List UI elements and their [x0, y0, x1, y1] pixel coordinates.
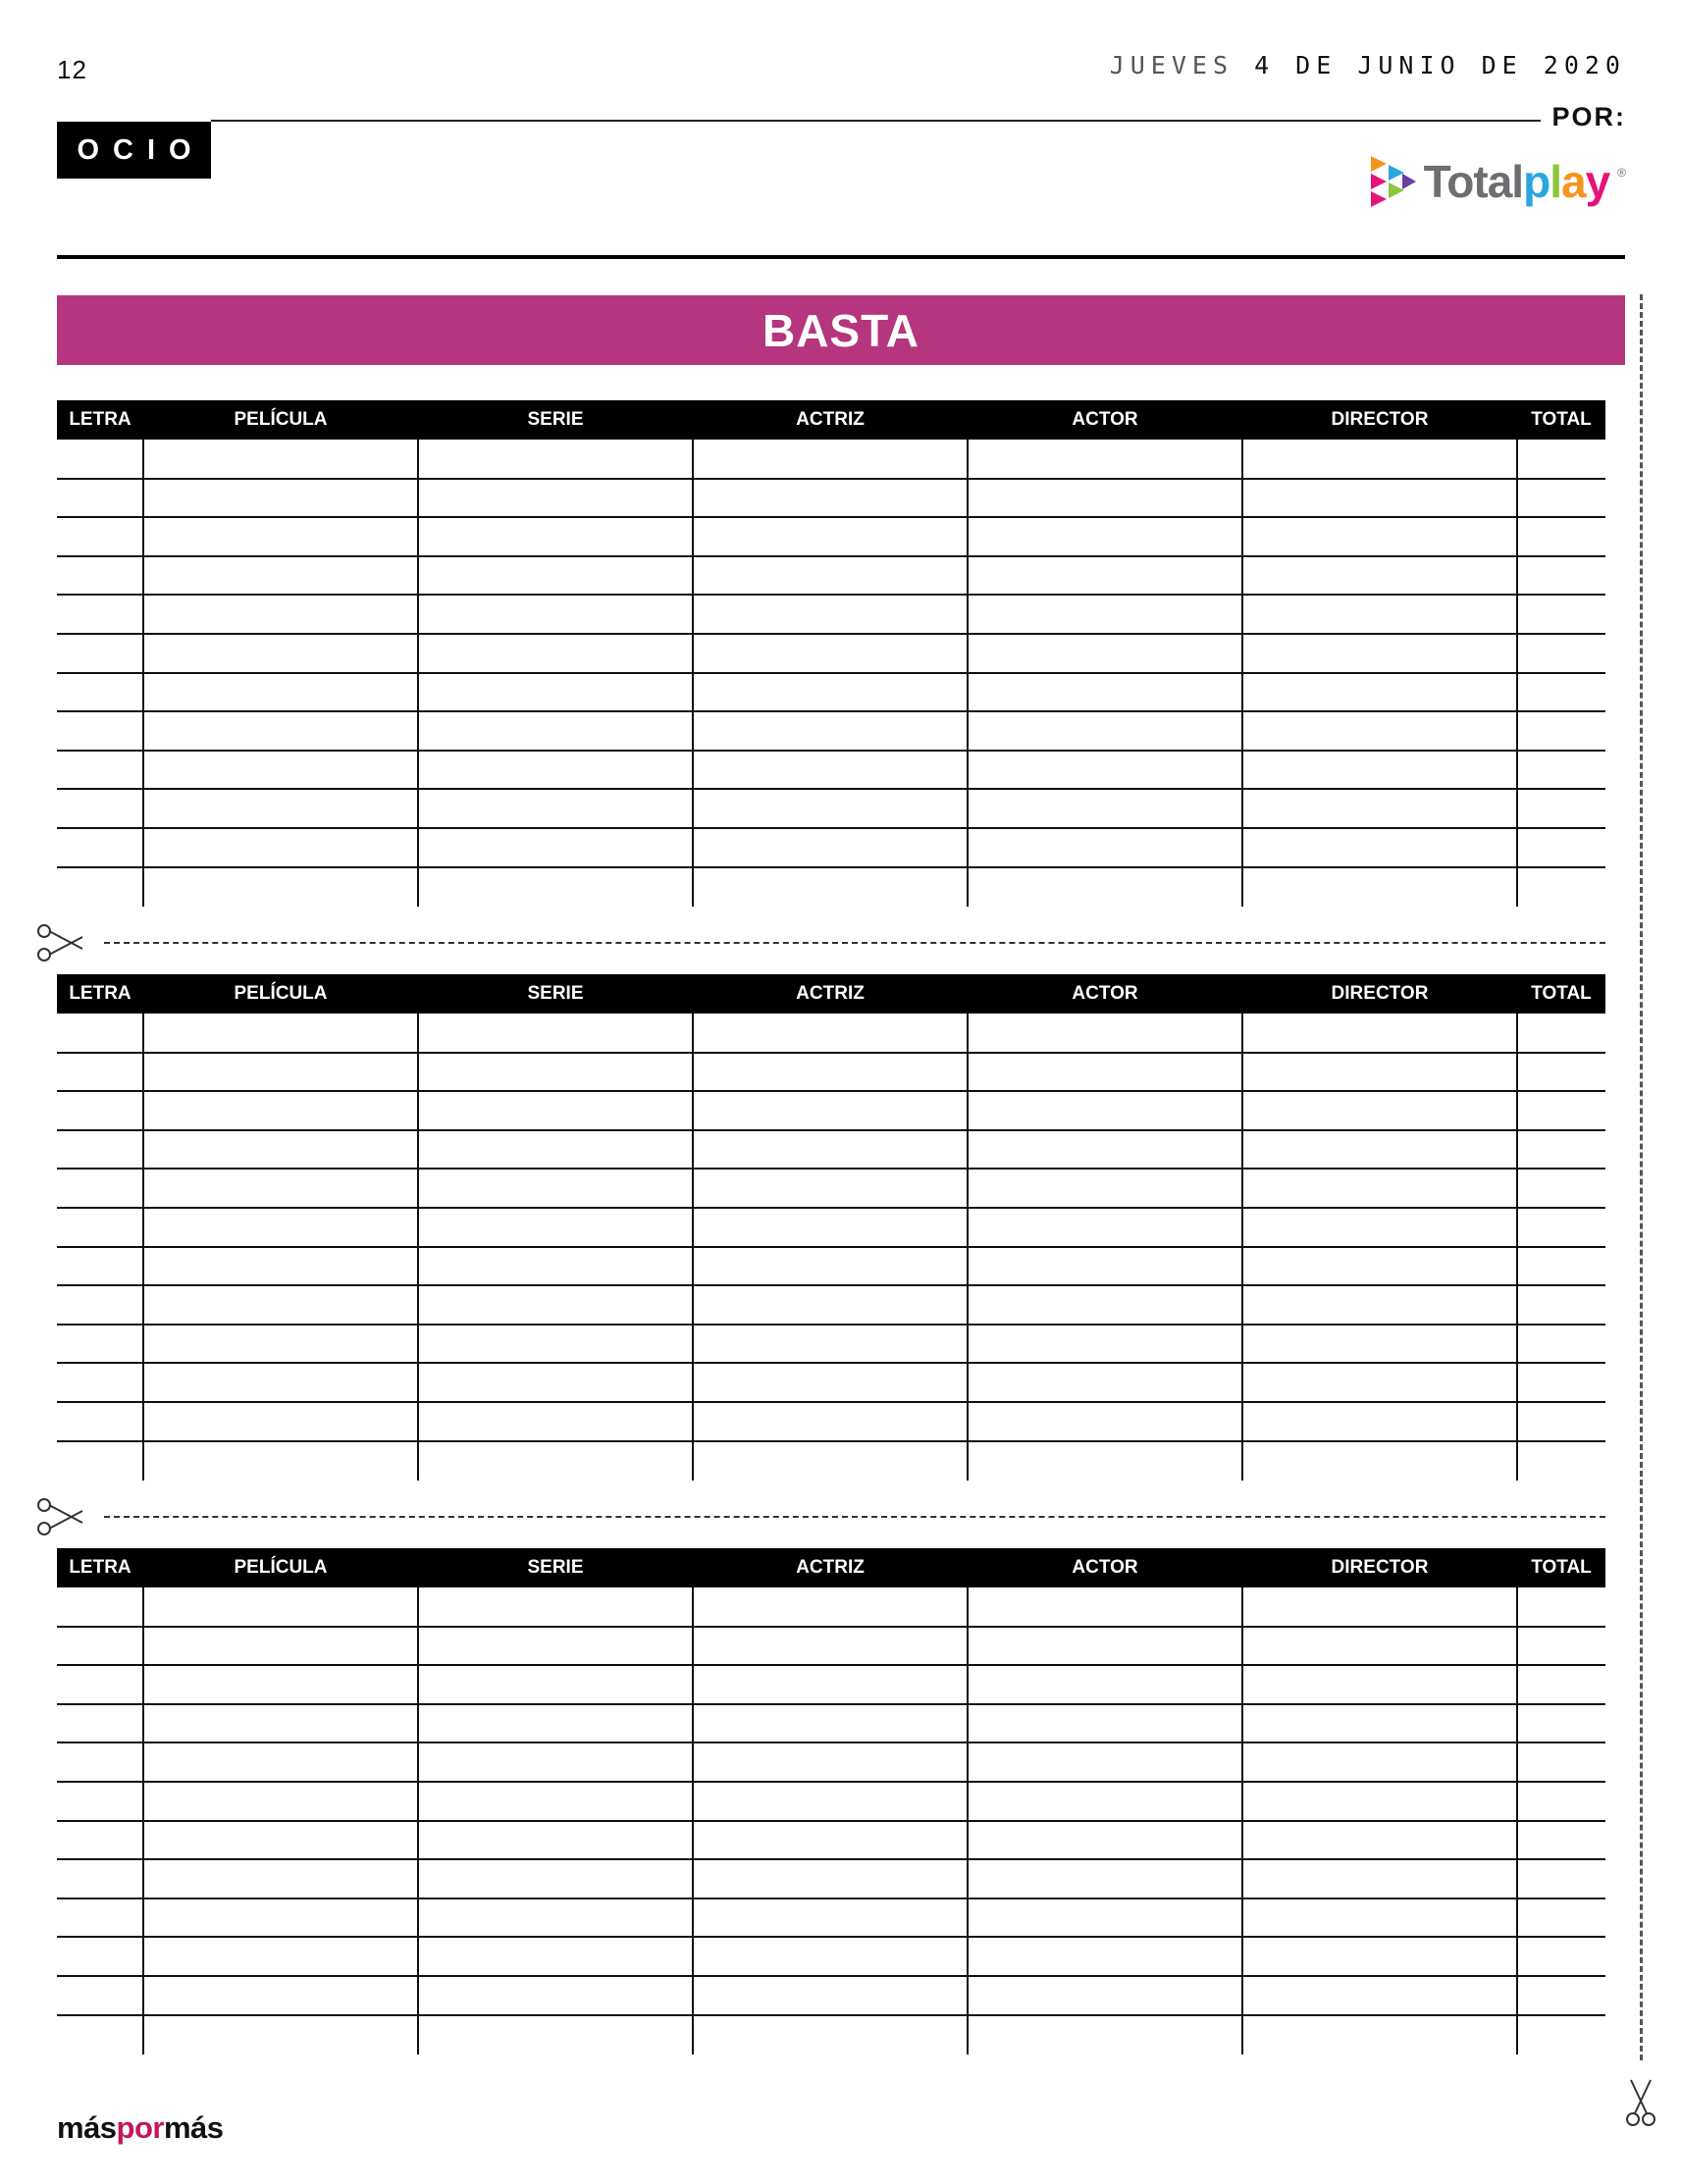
row-divider [57, 1168, 1605, 1170]
row-divider [57, 710, 1605, 712]
column-header: ACTOR [1072, 1557, 1138, 1578]
wordmark-total: Total [1423, 156, 1524, 207]
totalplay-triangle-logo-icon [1367, 154, 1416, 209]
basta-table-2 [57, 974, 1605, 1482]
row-divider [57, 1742, 1605, 1743]
column-divider [1516, 1014, 1518, 1481]
row-divider [57, 594, 1605, 596]
totalplay-logo [1367, 152, 1626, 211]
row-divider [57, 2014, 1605, 2016]
column-header: TOTAL [1531, 1557, 1592, 1578]
column-divider [417, 1014, 419, 1481]
row-divider [57, 1858, 1605, 1860]
sponsor-label: POR: [1551, 102, 1626, 131]
scissors-icon [35, 1497, 84, 1536]
column-header: TOTAL [1531, 983, 1592, 1004]
row-divider [57, 1898, 1605, 1899]
column-divider [142, 1014, 144, 1481]
column-divider [1516, 1587, 1518, 2054]
column-header: DIRECTOR [1331, 409, 1429, 430]
column-divider [417, 440, 419, 907]
row-divider [57, 633, 1605, 635]
row-divider [57, 1936, 1605, 1938]
row-divider [57, 866, 1605, 868]
header-divider [57, 255, 1625, 259]
basta-table-1 [57, 400, 1605, 909]
date-text: 4 DE JUNIO DE 2020 [1254, 51, 1626, 79]
cut-dash-line [104, 942, 1605, 944]
cut-line-2 [35, 1497, 1605, 1536]
column-header: SERIE [527, 1557, 584, 1578]
brand-part-3: más [163, 2110, 224, 2145]
row-divider [57, 1440, 1605, 1442]
page-title: BASTA [762, 304, 920, 356]
section-badge: OCIO [57, 122, 211, 179]
row-divider [57, 1362, 1605, 1364]
row-divider [57, 478, 1605, 480]
column-header: ACTOR [1072, 983, 1138, 1004]
table-header [57, 1548, 1605, 1587]
header-rule [211, 120, 1541, 122]
basta-table-3 [57, 1548, 1605, 2056]
column-header: ACTRIZ [796, 1557, 865, 1578]
scissors-icon [35, 923, 84, 962]
row-divider [57, 1626, 1605, 1628]
row-divider [57, 1284, 1605, 1286]
wordmark-p: p [1523, 156, 1550, 207]
row-divider [57, 1401, 1605, 1403]
row-divider [57, 1090, 1605, 1092]
column-divider [967, 1587, 969, 2054]
column-header: SERIE [527, 409, 584, 430]
column-header: ACTRIZ [796, 983, 865, 1004]
row-divider [57, 1246, 1605, 1248]
column-divider [967, 1014, 969, 1481]
row-divider [57, 1324, 1605, 1326]
column-header: LETRA [69, 1557, 131, 1578]
totalplay-wordmark [1424, 155, 1610, 208]
column-header: PELÍCULA [234, 1557, 328, 1578]
column-header: DIRECTOR [1331, 983, 1429, 1004]
brand-part-1: más [57, 2110, 117, 2145]
column-divider [417, 1587, 419, 2054]
column-divider [142, 440, 144, 907]
column-divider [1516, 440, 1518, 907]
column-header: TOTAL [1531, 409, 1592, 430]
row-divider [57, 516, 1605, 518]
column-divider [142, 1587, 144, 2054]
row-divider [57, 1207, 1605, 1209]
vertical-cut-line [1640, 294, 1643, 2060]
column-header: DIRECTOR [1331, 1557, 1429, 1578]
date-line [1110, 51, 1626, 79]
column-divider [1241, 1014, 1243, 1481]
row-divider [57, 555, 1605, 557]
row-divider [57, 750, 1605, 752]
column-divider [692, 1587, 694, 2054]
row-divider [57, 672, 1605, 674]
page-number: 12 [57, 55, 87, 84]
scissors-icon [1623, 2078, 1658, 2127]
column-divider [692, 440, 694, 907]
cut-dash-line [104, 1516, 1605, 1518]
wordmark-a: a [1560, 156, 1586, 207]
column-divider [1241, 440, 1243, 907]
row-divider [57, 788, 1605, 790]
row-divider [57, 1664, 1605, 1666]
cut-line-1 [35, 923, 1605, 962]
wordmark-y: y [1585, 156, 1610, 207]
brand-part-2: por [116, 2110, 164, 2145]
row-divider [57, 827, 1605, 829]
date-weekday: JUEVES [1109, 51, 1234, 79]
column-header: ACTOR [1072, 409, 1138, 430]
column-header: PELÍCULA [234, 409, 328, 430]
row-divider [57, 1975, 1605, 1977]
row-divider [57, 1781, 1605, 1783]
row-divider [57, 1820, 1605, 1822]
column-divider [967, 440, 969, 907]
footer-brand-logo [57, 2110, 224, 2146]
table-header [57, 974, 1605, 1014]
registered-mark: ® [1617, 166, 1626, 180]
table-header [57, 400, 1605, 440]
row-divider [57, 1703, 1605, 1705]
title-banner [57, 295, 1625, 365]
column-header: ACTRIZ [796, 409, 865, 430]
column-header: SERIE [527, 983, 584, 1004]
row-divider [57, 1129, 1605, 1131]
column-header: LETRA [69, 983, 131, 1004]
wordmark-l: l [1550, 156, 1561, 207]
column-header: PELÍCULA [234, 983, 328, 1004]
column-header: LETRA [69, 409, 131, 430]
column-divider [692, 1014, 694, 1481]
row-divider [57, 1052, 1605, 1054]
column-divider [1241, 1587, 1243, 2054]
